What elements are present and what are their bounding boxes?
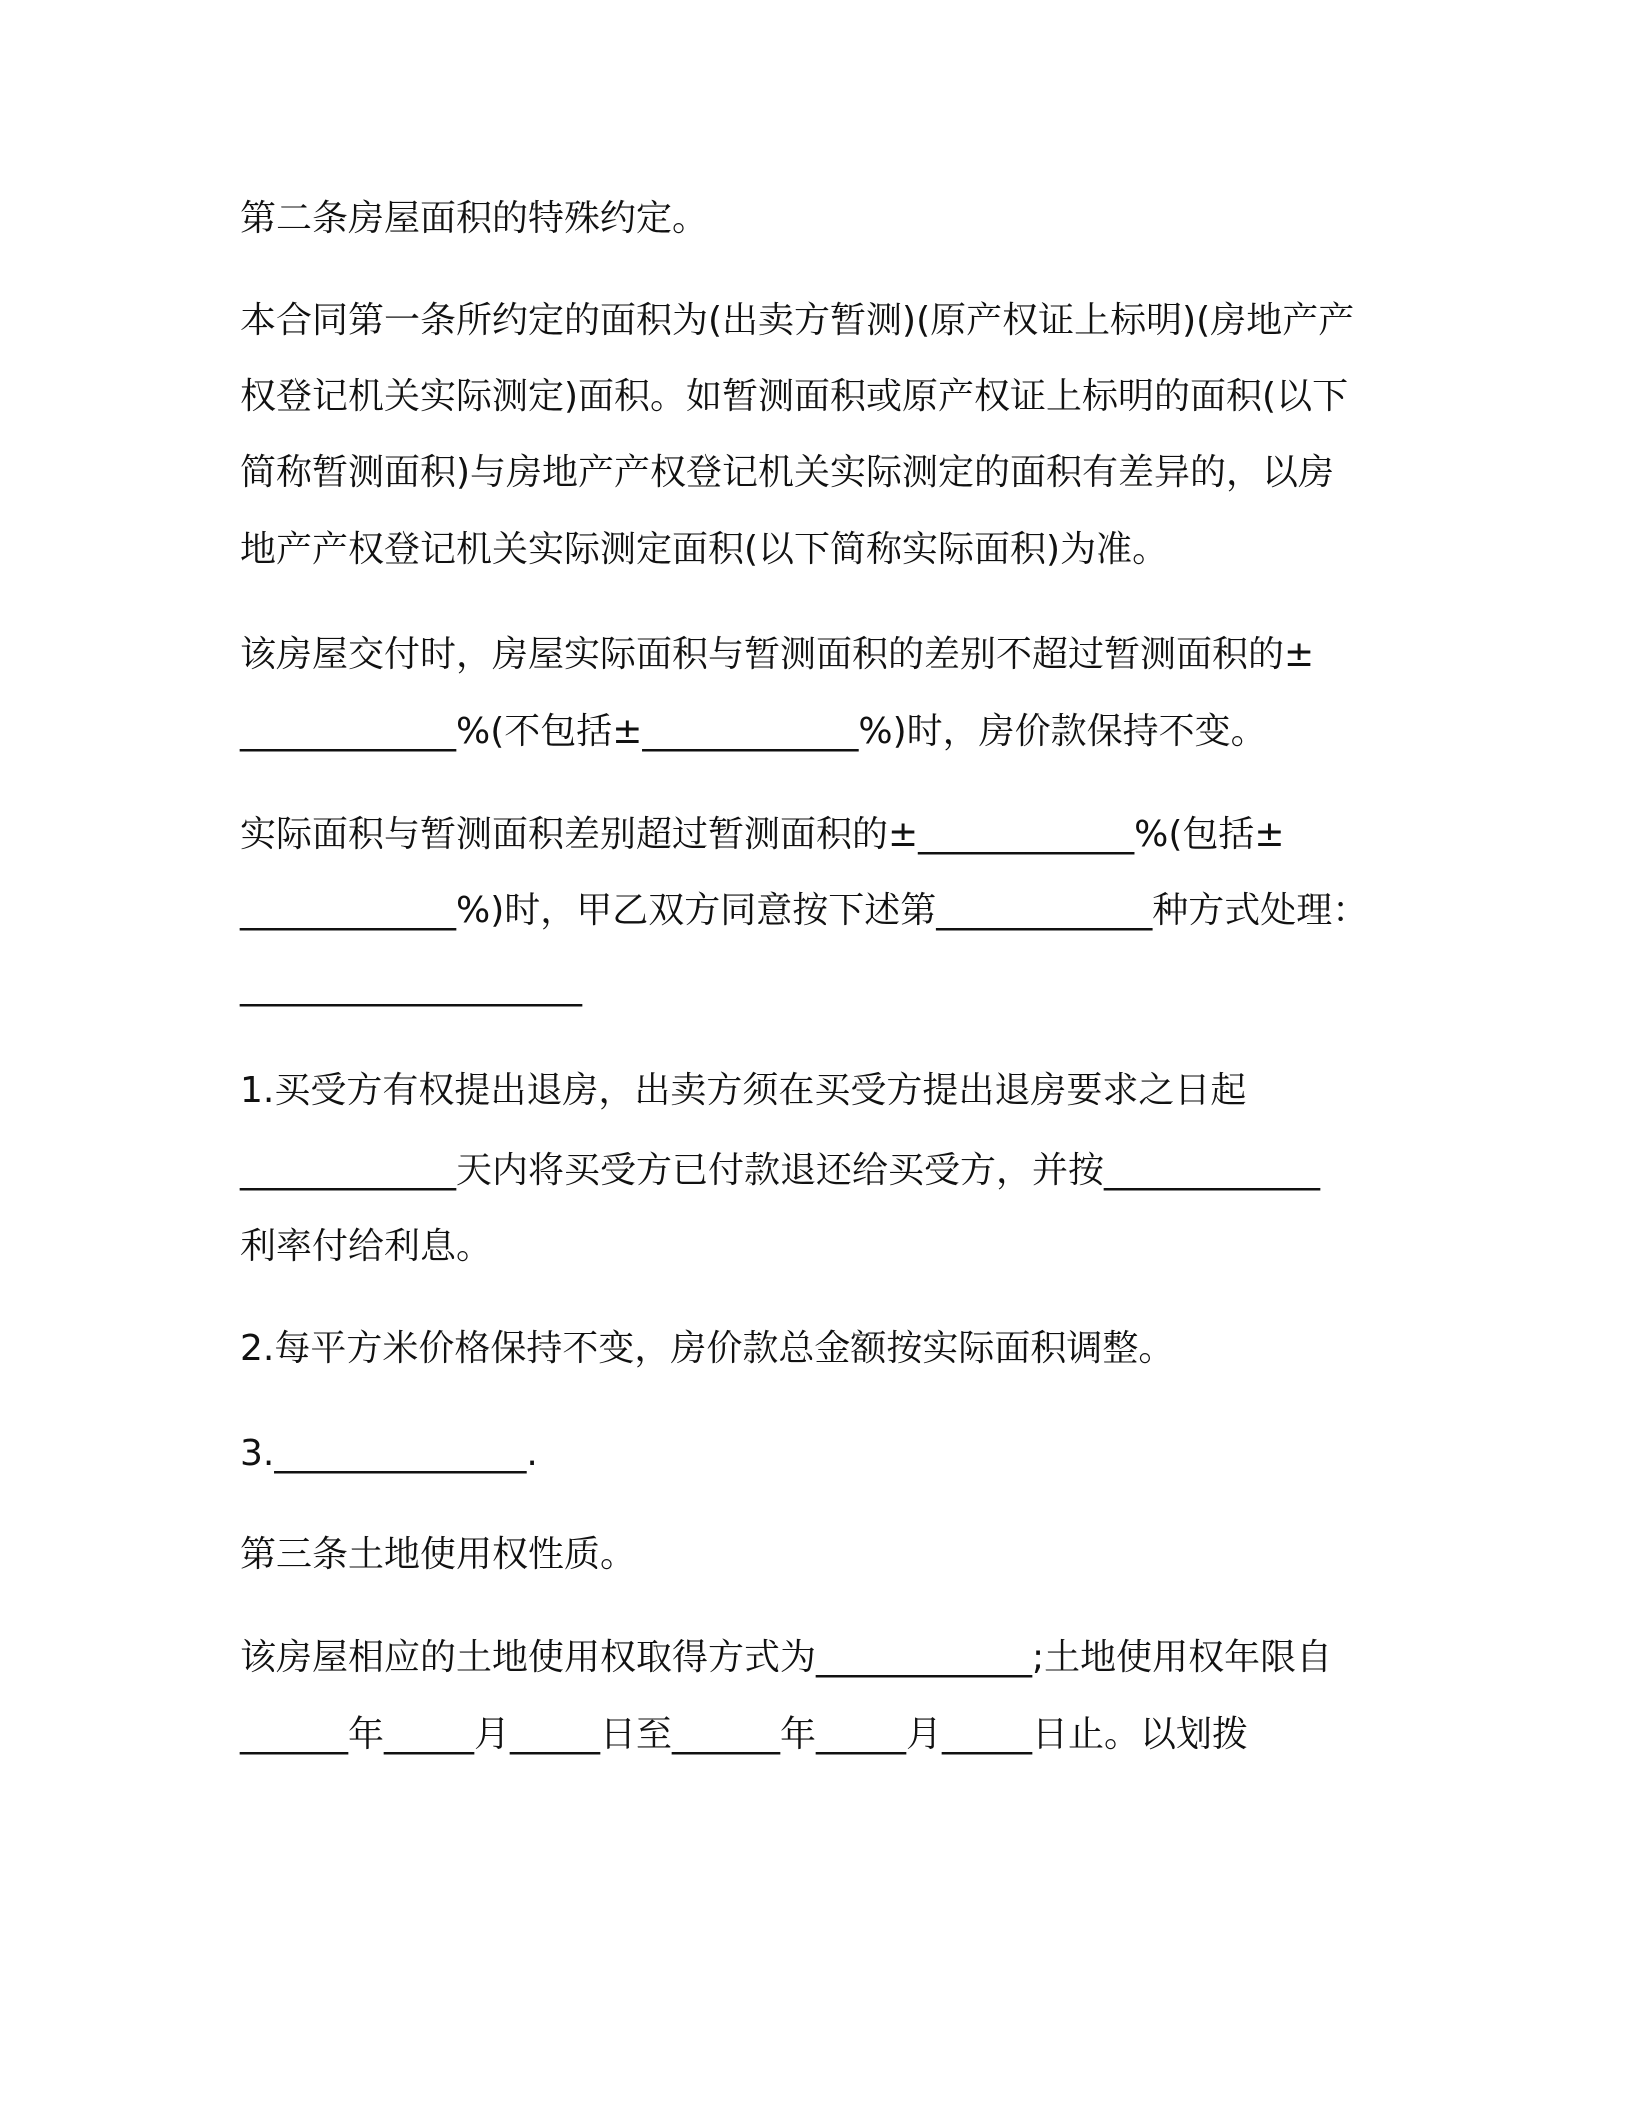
list-item-3: 3.______________.	[240, 1433, 538, 1474]
list-item-1-cont: ____________天内将买受方已付款退还给买受方，并按____________	[240, 1150, 1321, 1191]
blank-line: ___________________	[240, 966, 582, 1007]
paragraph-line: ______年_____月_____日至______年_____月_____日止。以划拨	[240, 1714, 1249, 1755]
paragraph-line: 权登记机关实际测定)面积。如暂测面积或原产权证上标明的面积(以下	[240, 376, 1349, 417]
paragraph-line: ____________%(不包括±____________%)时，房价款保持不变。	[240, 711, 1267, 752]
paragraph-line: 该房屋交付时，房屋实际面积与暂测面积的差别不超过暂测面积的±	[240, 634, 1315, 675]
paragraph-line: 实际面积与暂测面积差别超过暂测面积的±____________%(包括±	[240, 814, 1285, 855]
paragraph-line: 简称暂测面积)与房地产产权登记机关实际测定的面积有差异的，以房	[240, 452, 1335, 493]
list-item-2: 2.每平方米价格保持不变，房价款总金额按实际面积调整。	[240, 1328, 1175, 1369]
article-2-heading: 第二条房屋面积的特殊约定。	[240, 198, 709, 239]
list-item-1: 1.买受方有权提出退房，出卖方须在买受方提出退房要求之日起	[240, 1070, 1247, 1111]
paragraph-line: 地产产权登记机关实际测定面积(以下简称实际面积)为准。	[240, 529, 1169, 570]
paragraph-line: ____________%)时，甲乙双方同意按下述第____________种方式处理：	[240, 890, 1369, 931]
paragraph-line: 该房屋相应的土地使用权取得方式为____________;土地使用权年限自	[240, 1637, 1333, 1678]
article-3-heading: 第三条土地使用权性质。	[240, 1534, 637, 1575]
paragraph-line: 本合同第一条所约定的面积为(出卖方暂测)(原产权证上标明)(房地产产	[240, 300, 1355, 341]
list-item-1-cont: 利率付给利息。	[240, 1226, 493, 1267]
